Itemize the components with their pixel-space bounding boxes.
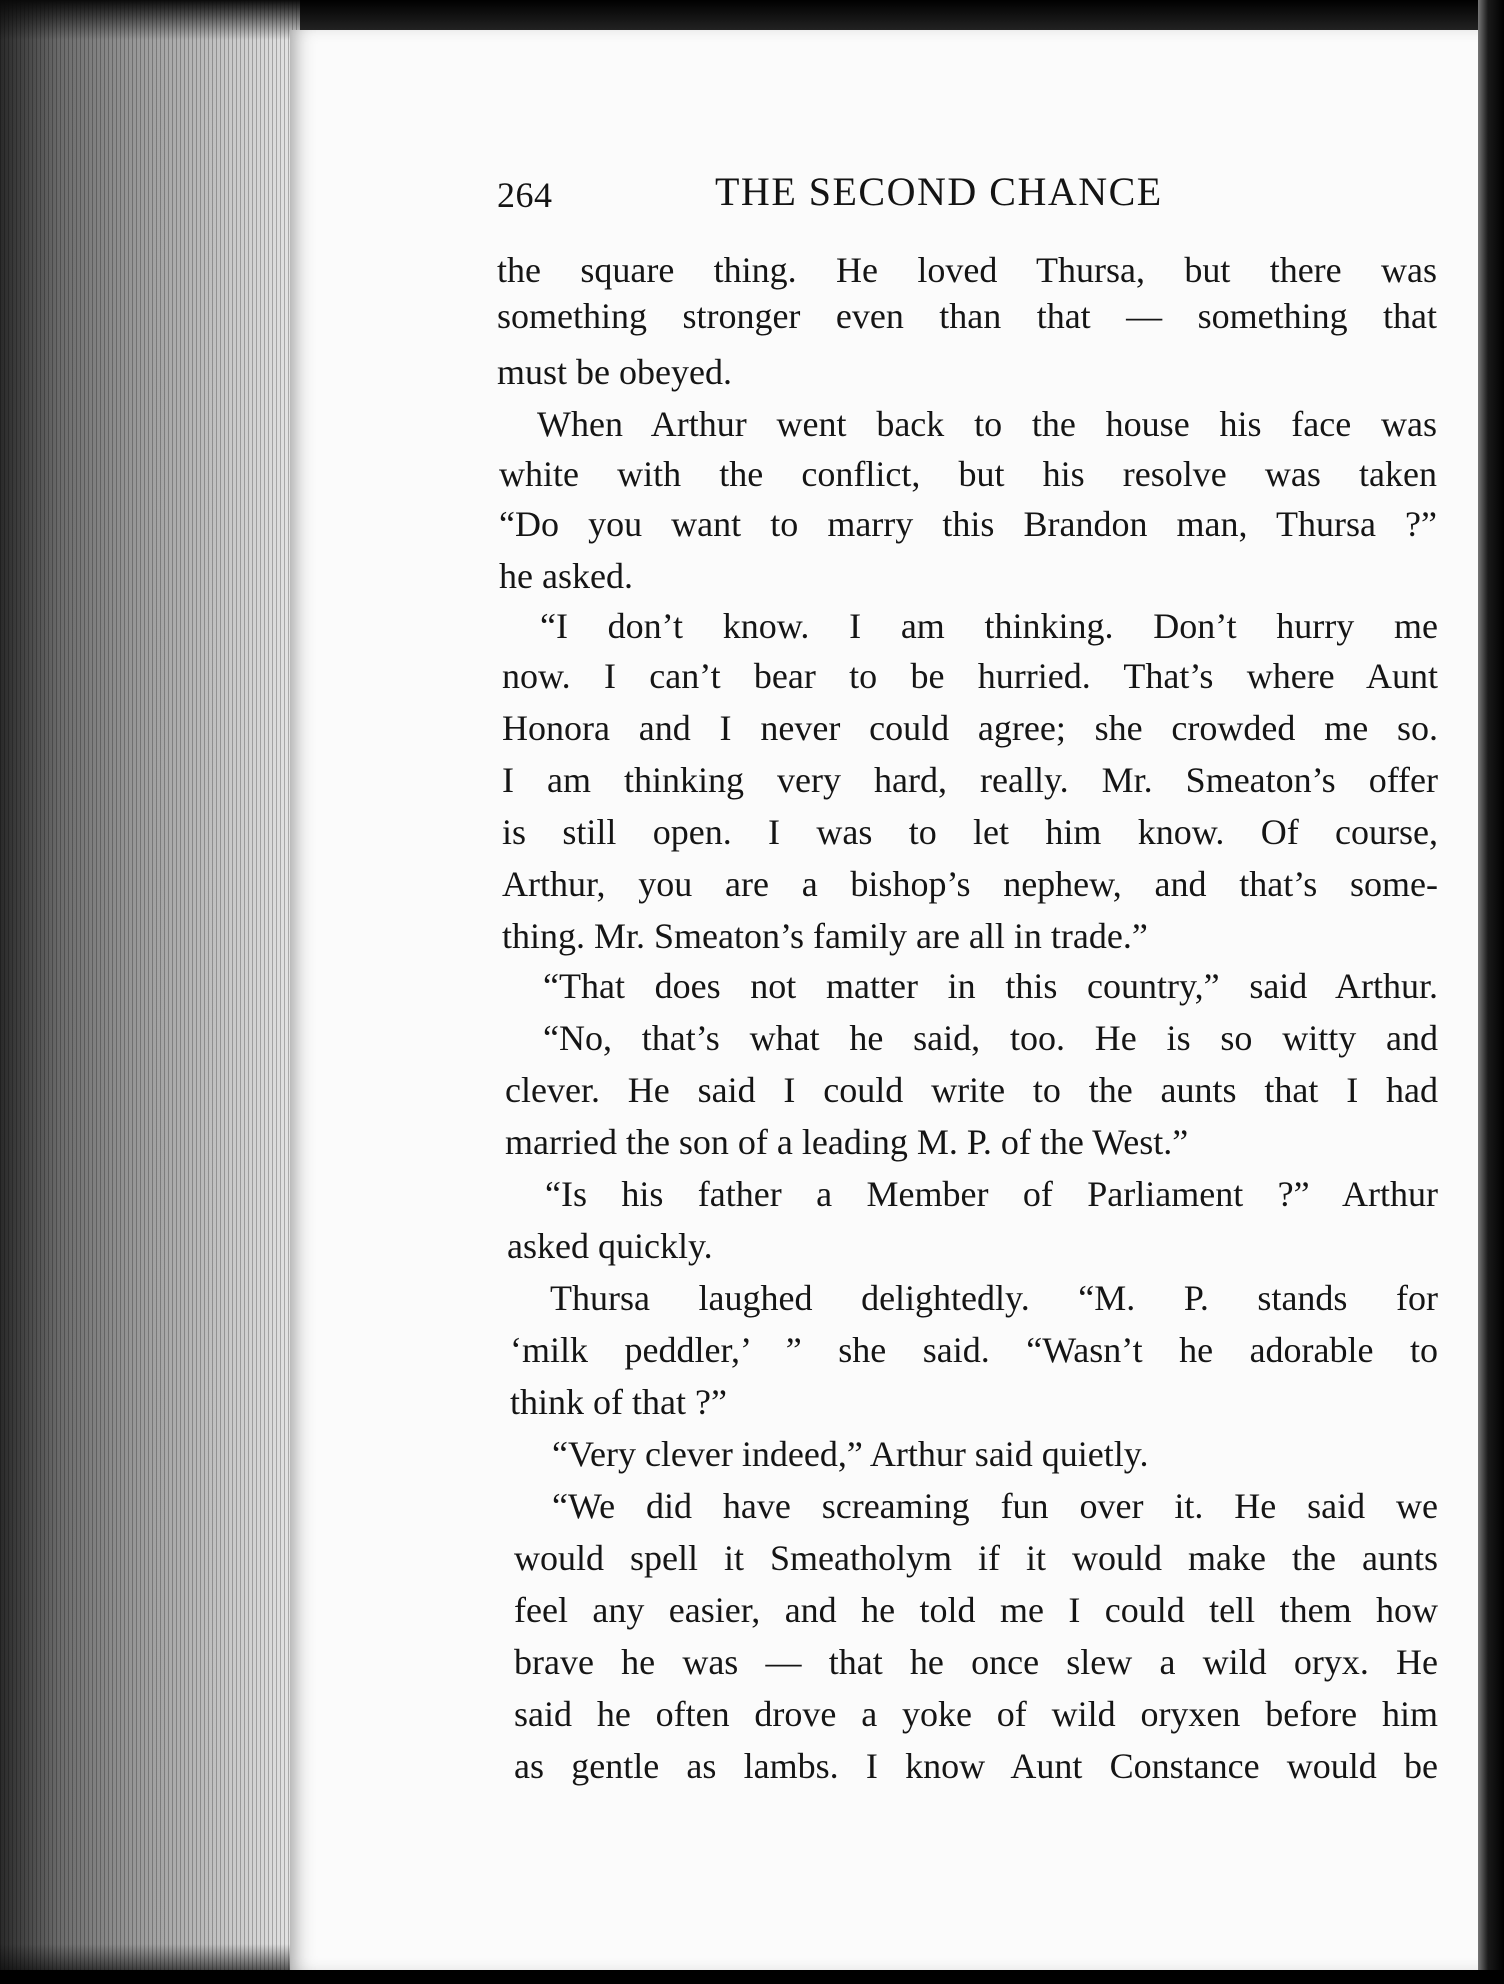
text-line: Honora and I never could agree; she crowded me so. <box>502 708 1438 748</box>
page-number: 264 <box>497 175 553 215</box>
text-line: Arthur, you are a bishop’s nephew, and that’s some- <box>502 864 1438 904</box>
text-line: asked quickly. <box>507 1226 713 1266</box>
text-line: must be obeyed. <box>497 352 732 392</box>
text-line: “We did have screaming fun over it. He said we <box>552 1486 1438 1526</box>
text-line: “Do you want to marry this Brandon man, Thursa ?” <box>499 504 1437 544</box>
text-line: as gentle as lambs. I know Aunt Constance would be <box>514 1746 1438 1786</box>
text-line: he asked. <box>499 556 633 596</box>
text-line: “No, that’s what he said, too. He is so witty and <box>543 1018 1438 1058</box>
text-line: ‘milk peddler,’ ” she said. “Wasn’t he adorable to <box>510 1330 1438 1370</box>
text-line: clever. He said I could write to the aunts that I had <box>505 1070 1438 1110</box>
text-line: “Very clever indeed,” Arthur said quietly. <box>552 1434 1149 1474</box>
text-line: white with the conflict, but his resolve was taken <box>499 454 1437 494</box>
text-line: is still open. I was to let him know. Of course, <box>502 812 1438 852</box>
text-line: “I don’t know. I am thinking. Don’t hurry me <box>540 606 1438 646</box>
text-line: “Is his father a Member of Parliament ?” Arthur <box>545 1174 1438 1214</box>
text-line: brave he was — that he once slew a wild oryx. He <box>514 1642 1438 1682</box>
text-line: I am thinking very hard, really. Mr. Smeaton’s offer <box>502 760 1438 800</box>
text-line: the square thing. He loved Thursa, but there was <box>497 250 1437 290</box>
text-line: When Arthur went back to the house his face was <box>537 404 1437 444</box>
text-line: think of that ?” <box>510 1382 727 1422</box>
text-line: married the son of a leading M. P. of the West.” <box>505 1122 1189 1162</box>
book-title: THE SECOND CHANCE <box>715 169 1163 214</box>
text-line: now. I can’t bear to be hurried. That’s where Aunt <box>502 656 1438 696</box>
text-line: would spell it Smeatholym if it would make the aunts <box>514 1538 1438 1578</box>
text-line: something stronger even than that — something that <box>497 296 1437 336</box>
text-line: said he often drove a yoke of wild oryxen before him <box>514 1694 1438 1734</box>
text-line: Thursa laughed delightedly. “M. P. stands for <box>550 1278 1438 1318</box>
text-line: “That does not matter in this country,” said Arthur. <box>543 966 1438 1006</box>
text-line: thing. Mr. Smeaton’s family are all in trade.” <box>502 916 1148 956</box>
text-line: feel any easier, and he told me I could tell them how <box>514 1590 1438 1630</box>
